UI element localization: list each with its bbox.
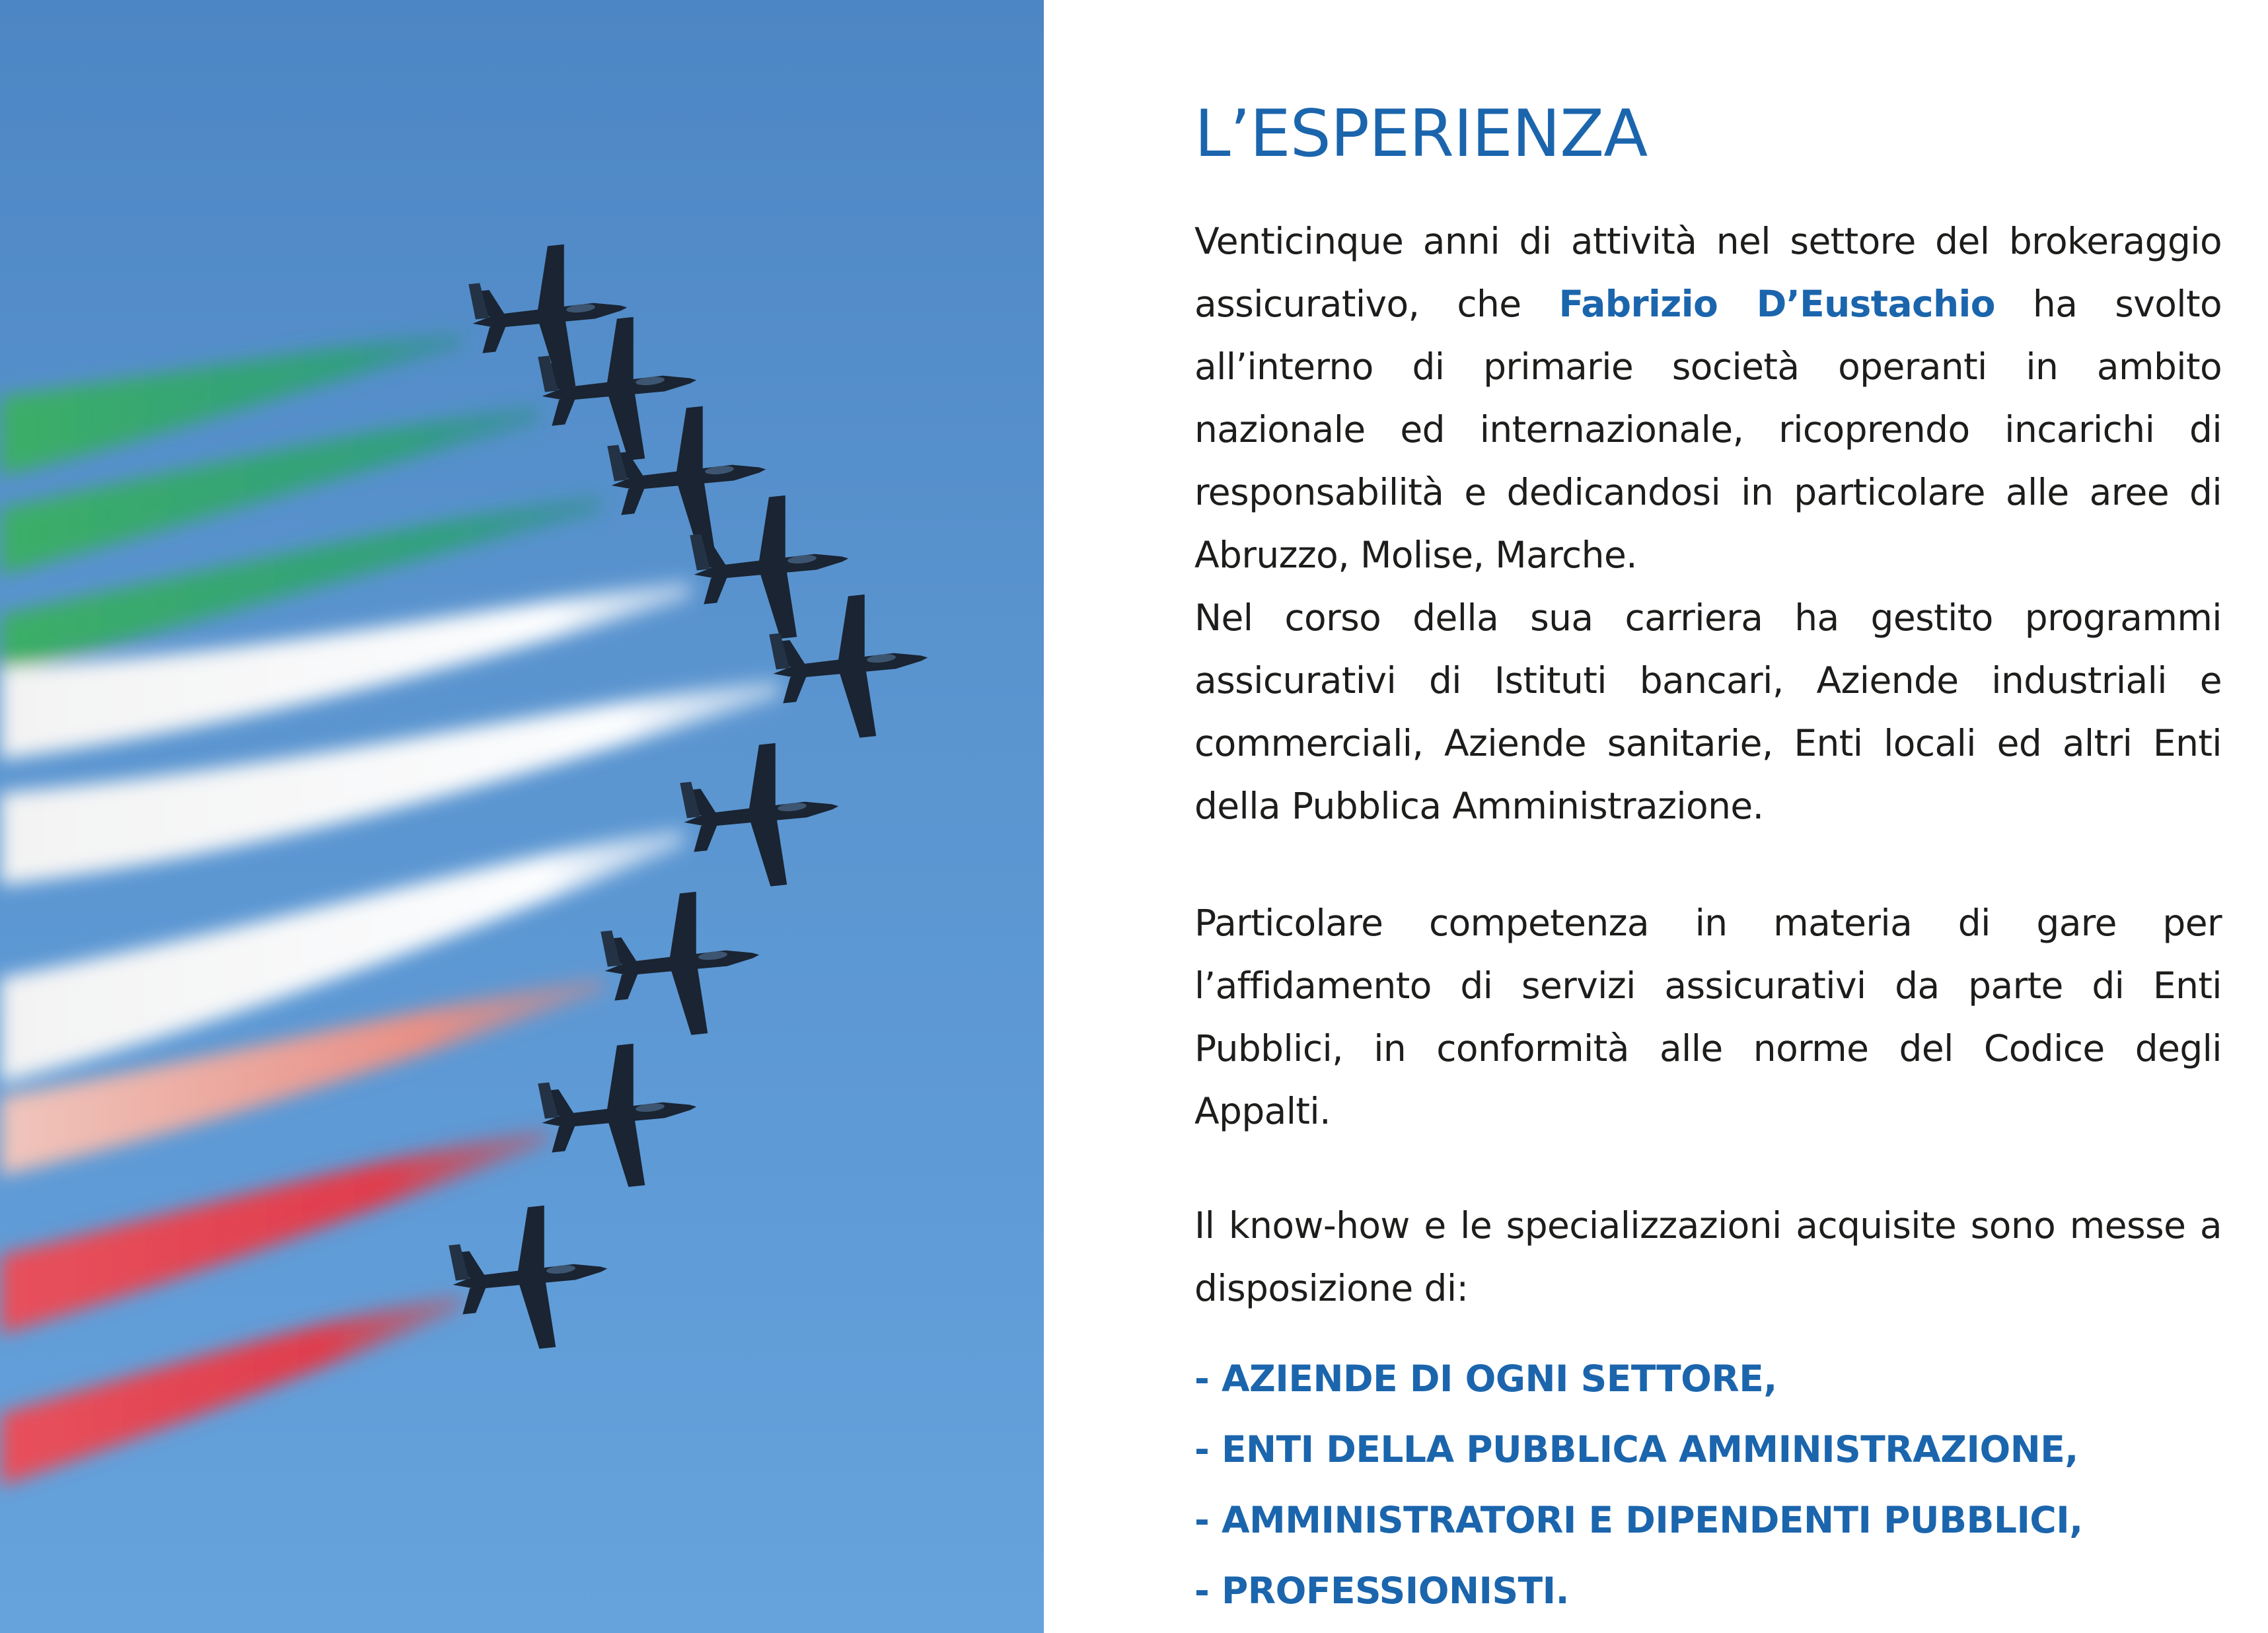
competence-paragraph: Particolare competenza in materia di gare per l’affidamento di servizi assicurativi da parte di Enti Pubblici, in conformità alle norme del Codice degli Appalti. — [1194, 901, 2222, 1132]
career-paragraph: Nel corso della sua carriera ha gestito programmi assicurativi di Istituti bancari, Aziende industriali e commerciali, Aziende sanitarie, Enti locali ed altri Enti della Pubblica Amministrazione. — [1194, 596, 2222, 827]
list-item: - PROFESSIONISTI. — [1194, 1569, 1569, 1612]
target-list — [1194, 1344, 2222, 1626]
person-name: Fabrizio D’Eustachio — [1558, 282, 1995, 325]
knowhow-paragraph: Il know-how e le specializzazioni acquisite sono messe a disposizione di: — [1194, 1204, 2222, 1309]
frecce-tricolori-photo — [0, 0, 1044, 1633]
list-item: - AMMINISTRATORI E DIPENDENTI PUBBLICI, — [1194, 1498, 2083, 1541]
page-title: L’ESPERIENZA — [1194, 96, 1648, 172]
list-item: - AZIENDE DI OGNI SETTORE, — [1194, 1357, 1777, 1400]
intro-paragraph — [1194, 210, 2222, 587]
intro-text-end: ha svolto all’interno di primarie società operanti in ambito nazionale ed internazionale, ricoprendo incarichi di responsabilità e dedicandosi in particolare alle aree di Abruzzo, Molise, Marche. — [1194, 282, 2222, 576]
experience-text-panel — [1194, 96, 2222, 1626]
intro-text-start: Venticinque anni di attività nel settore del brokeraggio assicurativo, che — [1194, 219, 2222, 325]
list-item: - ENTI DELLA PUBBLICA AMMINISTRAZIONE, — [1194, 1428, 2078, 1470]
jet-8 — [535, 1038, 704, 1195]
aerobatic-formation-illustration — [0, 0, 1044, 1633]
jet-6 — [677, 737, 846, 894]
jet-9 — [446, 1200, 615, 1357]
jet-4 — [687, 490, 856, 647]
jet-7 — [598, 886, 767, 1043]
